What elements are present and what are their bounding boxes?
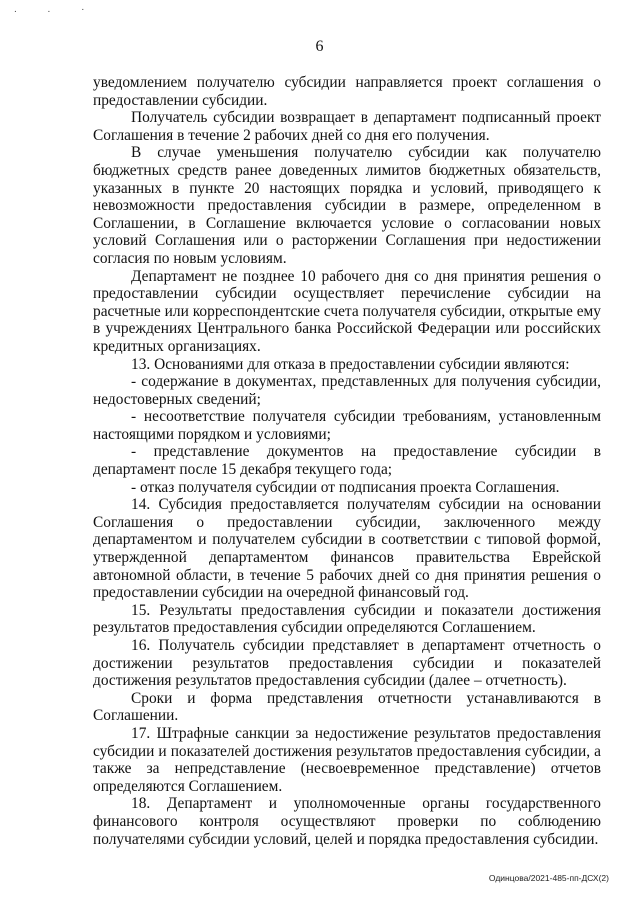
paragraph: 13. Основаниями для отказа в предоставлении субсидии являются: bbox=[131, 355, 570, 373]
list-item: - несоответствие получателя субсидии требованиям, установленным настоящими порядком и условиями; bbox=[93, 408, 601, 443]
page-number: 6 bbox=[315, 38, 324, 55]
paragraph: Сроки и форма представления отчетности устанавливаются в Соглашении. bbox=[93, 689, 601, 725]
document-code: Одинцова/2021-485-пп-ДСХ(2) bbox=[488, 873, 609, 883]
paragraph: Получатель субсидии возвращает в департамент подписанный проект Соглашения в течение 2 рабочих дней со дня его получения. bbox=[93, 109, 601, 144]
paragraph: 18. Департамент и уполномоченные органы государственного финансового контроля осуществляют проверки по соблюдению получателями субсидии условий, целей и порядка предоставления субсидии. bbox=[93, 795, 601, 848]
paragraph: 14. Субсидия предоставляется получателям субсидии на основании Соглашения о предоставлении субсидии, заключенного между департаментом и получателем субсидии в соответствии с типовой формой, утвержденной департаментом финансов правительства Еврейской автономной области, в течение 5 рабочих дней со дня принятия решения о предоставлении субсидии на очередной финансовый год. bbox=[93, 496, 601, 602]
paragraph: В случае уменьшения получателю субсидии как получателю бюджетных средств ранее доведенных лимитов бюджетных обязательств, указанных в пункте 20 настоящих порядка и условий, приводящего к невозможности предоставления субсидии в размере, определенном в Соглашении, в Соглашение включается условие о согласовании новых условий Соглашения или о расторжении Соглашения при недостижении согласия по новым условиям. bbox=[93, 144, 601, 267]
list-item: - содержание в документах, представленных для получения субсидии, недостоверных сведений; bbox=[93, 373, 601, 408]
list-item: - представление документов на предоставление субсидии в департамент после 15 декабря текущего года; bbox=[93, 443, 601, 479]
scan-marks: . . · bbox=[14, 4, 99, 15]
document-body bbox=[93, 74, 601, 848]
paragraph: Департамент не позднее 10 рабочего дня со дня принятия решения о предоставлении субсидии осуществляет перечисление субсидии на расчетные или корреспондентские счета получателя субсидии, открытые ему в учреждениях Центрального банка Российской Федерации или российских кредитных организациях. bbox=[93, 267, 601, 355]
paragraph: уведомлением получателю субсидии направляется проект соглашения о предоставлении субсидии. bbox=[93, 74, 601, 109]
paragraph: 15. Результаты предоставления субсидии и показатели достижения результатов предоставления субсидии определяются Соглашением. bbox=[93, 601, 601, 637]
list-item: - отказ получателя субсидии от подписания проекта Соглашения. bbox=[131, 478, 560, 496]
paragraph: 16. Получатель субсидии представляет в департамент отчетность о достижении результатов предоставления субсидии и показателей достижения результатов предоставления субсидии (далее – отчетность). bbox=[93, 637, 601, 690]
paragraph: 17. Штрафные санкции за недостижение результатов предоставления субсидии и показателей достижения результатов предоставления субсидии, а также за непредставление (несвоевременное представление) отчетов определяются Соглашением. bbox=[93, 724, 601, 795]
